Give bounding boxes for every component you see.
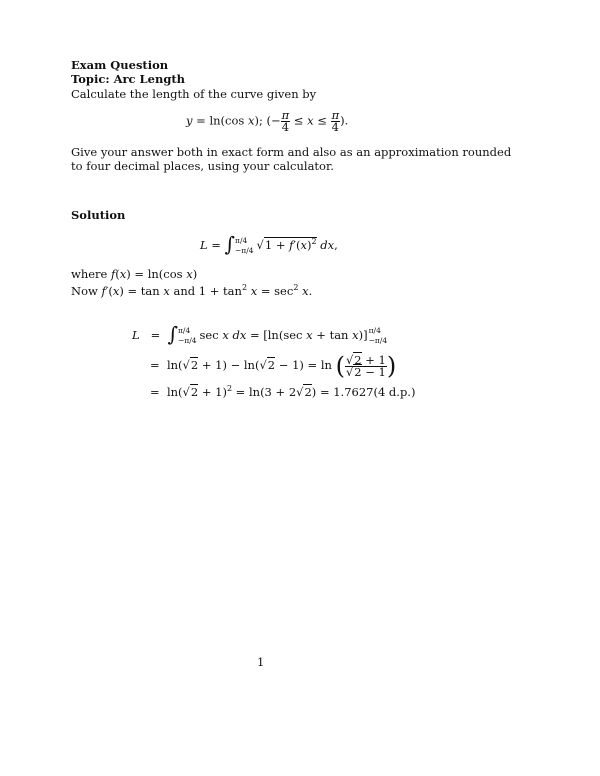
topic-heading: Topic: Arc Length xyxy=(71,72,186,86)
question-line-1: Calculate the length of the curve given by xyxy=(71,87,317,101)
page-number: 1 xyxy=(257,655,265,669)
derivation-step-2: = ln(√2 + 1) − ln(√2 − 1) = ln ( $\frac{√2 + 1}{√2 - 1}$ ) xyxy=(150,352,397,380)
derivative-line: Now f′(x) = tan x and $1 + \tan^2 x = \sec^2 x$. xyxy=(71,283,313,298)
question-line-2: Give your answer both in exact form and also as an approximation rounded xyxy=(71,145,512,159)
derivation-step-1: L = ∫ π/4 −π/4 sec x dx = [ln(sec x + tan x)] π/4 −π/4 xyxy=(132,322,388,346)
arc-length-formula: L = ∫ π/4 −π/4 $√1 + f'(x)^2$ dx, xyxy=(200,232,338,256)
exam-title: Exam Question xyxy=(71,58,169,72)
derivation-step-3: = $\ln(√2 + 1)^2 = \ln(3 + 2√2) = 1.7627(4$ d.p.) xyxy=(150,384,416,399)
final-value: 1.7627(4 d.p.) xyxy=(333,384,416,399)
where-line: where f(x) = ln(cos x) xyxy=(71,267,198,281)
solution-heading: Solution xyxy=(71,208,126,222)
curve-equation: y = ln(cos x); (− $\frac{\pi}{4}$ ≤ x ≤ $\frac{\pi}{4}$ ). xyxy=(186,108,349,134)
question-line-3: to four decimal places, using your calculator. xyxy=(71,159,334,173)
